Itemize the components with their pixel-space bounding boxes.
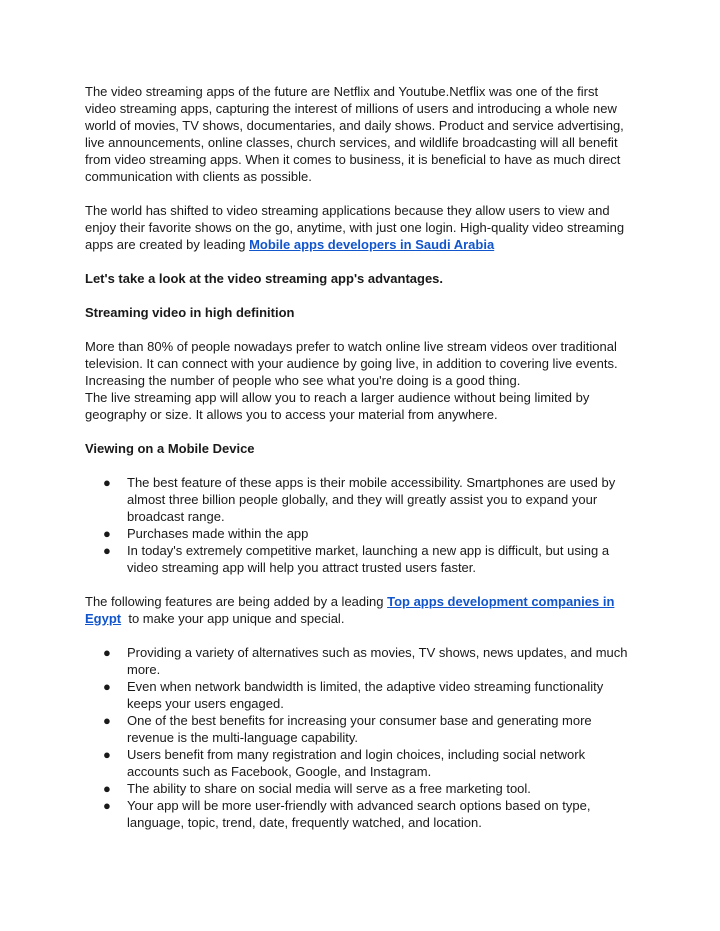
bullet-icon: ● [103,781,111,796]
features-intro-text: The following features are being added by a leading [85,594,388,609]
bullet-icon: ● [103,645,111,660]
advantages-heading: Let's take a look at the video streaming app's advantages. [85,271,444,286]
list-item-text: Your app will be more user-friendly with advanced search options based on type, language, topic, trend, date, frequently watched, and location. [127,798,591,830]
streaming-shift-text: The world has shifted to video streaming applications because they allow users to view and enjoy their favorite shows on the go, anytime, with just one login. High-quality video streaming apps are created by leading [85,203,625,252]
bullet-icon: ● [103,798,111,813]
mobile-benefits-list [85,474,630,576]
list-item-text: Even when network bandwidth is limited, the adaptive video streaming functionality keeps your users engaged. [127,679,604,711]
list-item [85,525,630,542]
features-list [85,644,630,831]
mobile-viewing-heading: Viewing on a Mobile Device [85,441,255,456]
list-item-text: The best feature of these apps is their mobile accessibility. Smartphones are used by almost three billion people globally, and they will greatly assist you to expand your broadcast range. [127,475,616,524]
hd-streaming-heading: Streaming video in high definition [85,305,295,320]
list-item [85,746,630,780]
features-intro-tail: to make your app unique and special. [121,611,345,626]
bullet-icon: ● [103,475,111,490]
hd-streaming-paragraph [85,338,630,423]
list-item-text: In today's extremely competitive market, launching a new app is difficult, but using a video streaming app will help you attract trusted users faster. [127,543,610,575]
list-item-text: The ability to share on social media will serve as a free marketing tool. [127,781,531,796]
bullet-icon: ● [103,713,111,728]
features-intro-paragraph [85,593,630,627]
egypt-companies-link[interactable]: Top apps development companies in Egypt [85,594,615,626]
saudi-arabia-developers-link[interactable]: Mobile apps developers in Saudi Arabia [249,237,495,252]
intro-paragraph: The video streaming apps of the future are Netflix and Youtube.Netflix was one of the first video streaming apps, capturing the interest of millions of users and introducing a whole new world of movies, TV shows, documentaries, and daily shows. Product and service advertising, live announcements, online classes, church services, and wildlife broadcasting will all benefit from video streaming apps. When it comes to business, it is beneficial to have as much direct communication with clients as possible. [85,84,624,184]
list-item-text: One of the best benefits for increasing your consumer base and generating more revenue is the multi-language capability. [127,713,592,745]
list-item [85,712,630,746]
hd-streaming-text-b: The live streaming app will allow you to reach a larger audience without being limited by geography or size. It allows you to access your material from anywhere. [85,390,590,422]
hd-streaming-text-a: More than 80% of people nowadays prefer to watch online live stream videos over traditional television. It can connect with your audience by going live, in addition to covering live events. Increasing the number of people who see what you're doing is a good thing. [85,339,618,388]
list-item [85,542,630,576]
list-item-text: Users benefit from many registration and login choices, including social network accounts such as Facebook, Google, and Instagram. [127,747,586,779]
list-item [85,797,630,831]
bullet-icon: ● [103,747,111,762]
bullet-icon: ● [103,526,111,541]
list-item-text: Providing a variety of alternatives such as movies, TV shows, news updates, and much more. [127,645,628,677]
list-item [85,780,630,797]
list-item-text: Purchases made within the app [127,526,309,541]
bullet-icon: ● [103,543,111,558]
list-item [85,644,630,678]
streaming-shift-paragraph [85,202,630,253]
bullet-icon: ● [103,679,111,694]
list-item [85,678,630,712]
list-item [85,474,630,525]
